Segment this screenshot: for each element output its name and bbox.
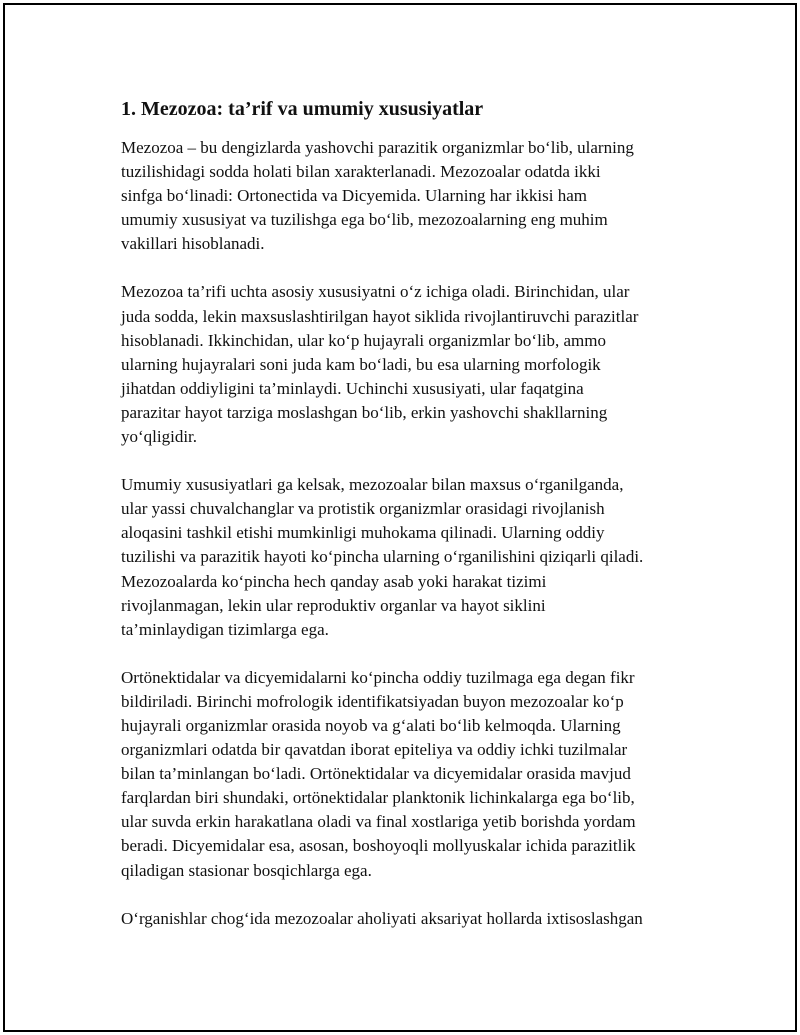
text-line: sinfga bo‘linadi: Ortonectida va Dicyemida. Ularning har ikkisi ham — [121, 186, 587, 206]
document-page — [3, 3, 797, 1032]
text-line: hujayrali organizmlar orasida noyob va g‘alati bo‘lib kelmoqda. Ularning — [121, 715, 621, 735]
text-line: bildiriladi. Birinchi mofrologik identifikatsiyadan buyon mezozoalar ko‘p — [121, 691, 624, 711]
text-line: Umumiy xususiyatlari ga kelsak, mezozoalar bilan maxsus o‘rganilganda, — [121, 475, 624, 495]
text-line: organizmlari odatda bir qavatdan iborat epiteliya va oddiy ichki tuzilmalar — [121, 740, 628, 760]
text-line: beradi. Dicyemidalar esa, asosan, boshoyoqli mollyuskalar ichida parazitlik — [121, 836, 636, 856]
paragraph — [121, 473, 691, 642]
text-line: ta’minlaydigan tizimlarga ega. — [121, 619, 329, 639]
text-line: qiladigan stasionar bosqichlarga ega. — [121, 860, 372, 880]
text-line: parazitar hayot tarziga moslashgan bo‘lib, erkin yashovchi shakllarning — [121, 402, 608, 422]
paragraphs-container — [121, 136, 691, 931]
paragraph — [121, 280, 691, 449]
text-line: ular suvda erkin harakatlana oladi va final xostlariga yetib borishda yordam — [121, 812, 636, 832]
paragraph — [121, 907, 691, 931]
text-line: jihatdan oddiyligini ta’minlaydi. Uchinchi xususiyati, ular faqatgina — [121, 378, 584, 398]
text-line: juda sodda, lekin maxsuslashtirilgan hayot siklida rivojlantiruvchi parazitlar — [121, 306, 639, 326]
text-line: yo‘qligidir. — [121, 427, 198, 447]
paragraph — [121, 136, 691, 256]
text-line: tuzilishidagi sodda holati bilan xarakterlanadi. Mezozoalar odatda ikki — [121, 162, 601, 182]
text-line: Mezozoa ta’rifi uchta asosiy xususiyatni o‘z ichiga oladi. Birinchidan, ular — [121, 282, 630, 302]
text-line: hisoblanadi. Ikkinchidan, ular ko‘p hujayrali organizmlar bo‘lib, ammo — [121, 330, 607, 350]
text-line: Mezozoalarda ko‘pincha hech qanday asab yoki harakat tizimi — [121, 571, 547, 591]
text-line: bilan ta’minlangan bo‘ladi. Ortönektidalar va dicyemidalar orasida mavjud — [121, 764, 631, 784]
text-line: ularning hujayralari soni juda kam bo‘ladi, bu esa ularning morfologik — [121, 354, 601, 374]
section-heading: 1. Mezozoa: ta’rif va umumiy xususiyatlar — [121, 98, 484, 120]
text-line: aloqasini tashkil etishi mumkinligi muhokama qilinadi. Ularning oddiy — [121, 523, 605, 543]
text-line: Ortönektidalar va dicyemidalarni ko‘pincha oddiy tuzilmaga ega degan fikr — [121, 667, 635, 687]
text-line: rivojlanmagan, lekin ular reproduktiv organlar va hayot siklini — [121, 595, 546, 615]
text-line: farqlardan biri shundaki, ortönektidalar planktonik lichinkalarga ega bo‘lib, — [121, 788, 635, 808]
text-line: vakillari hisoblanadi. — [121, 234, 265, 254]
text-line: tuzilishi va parazitik hayoti ko‘pincha ularning o‘rganilishini qiziqarli qiladi. — [121, 547, 644, 567]
text-line: O‘rganishlar chog‘ida mezozoalar aholiyati aksariyat hollarda ixtisoslashgan — [121, 908, 643, 928]
text-line: Mezozoa – bu dengizlarda yashovchi parazitik organizmlar bo‘lib, ularning — [121, 138, 634, 157]
text-line: ular yassi chuvalchanglar va protistik organizmlar orasidagi rivojlanish — [121, 499, 605, 519]
document-content — [121, 96, 691, 955]
text-line: umumiy xususiyat va tuzilishga ega bo‘lib, mezozoalarning eng muhim — [121, 210, 608, 230]
paragraph — [121, 666, 691, 883]
